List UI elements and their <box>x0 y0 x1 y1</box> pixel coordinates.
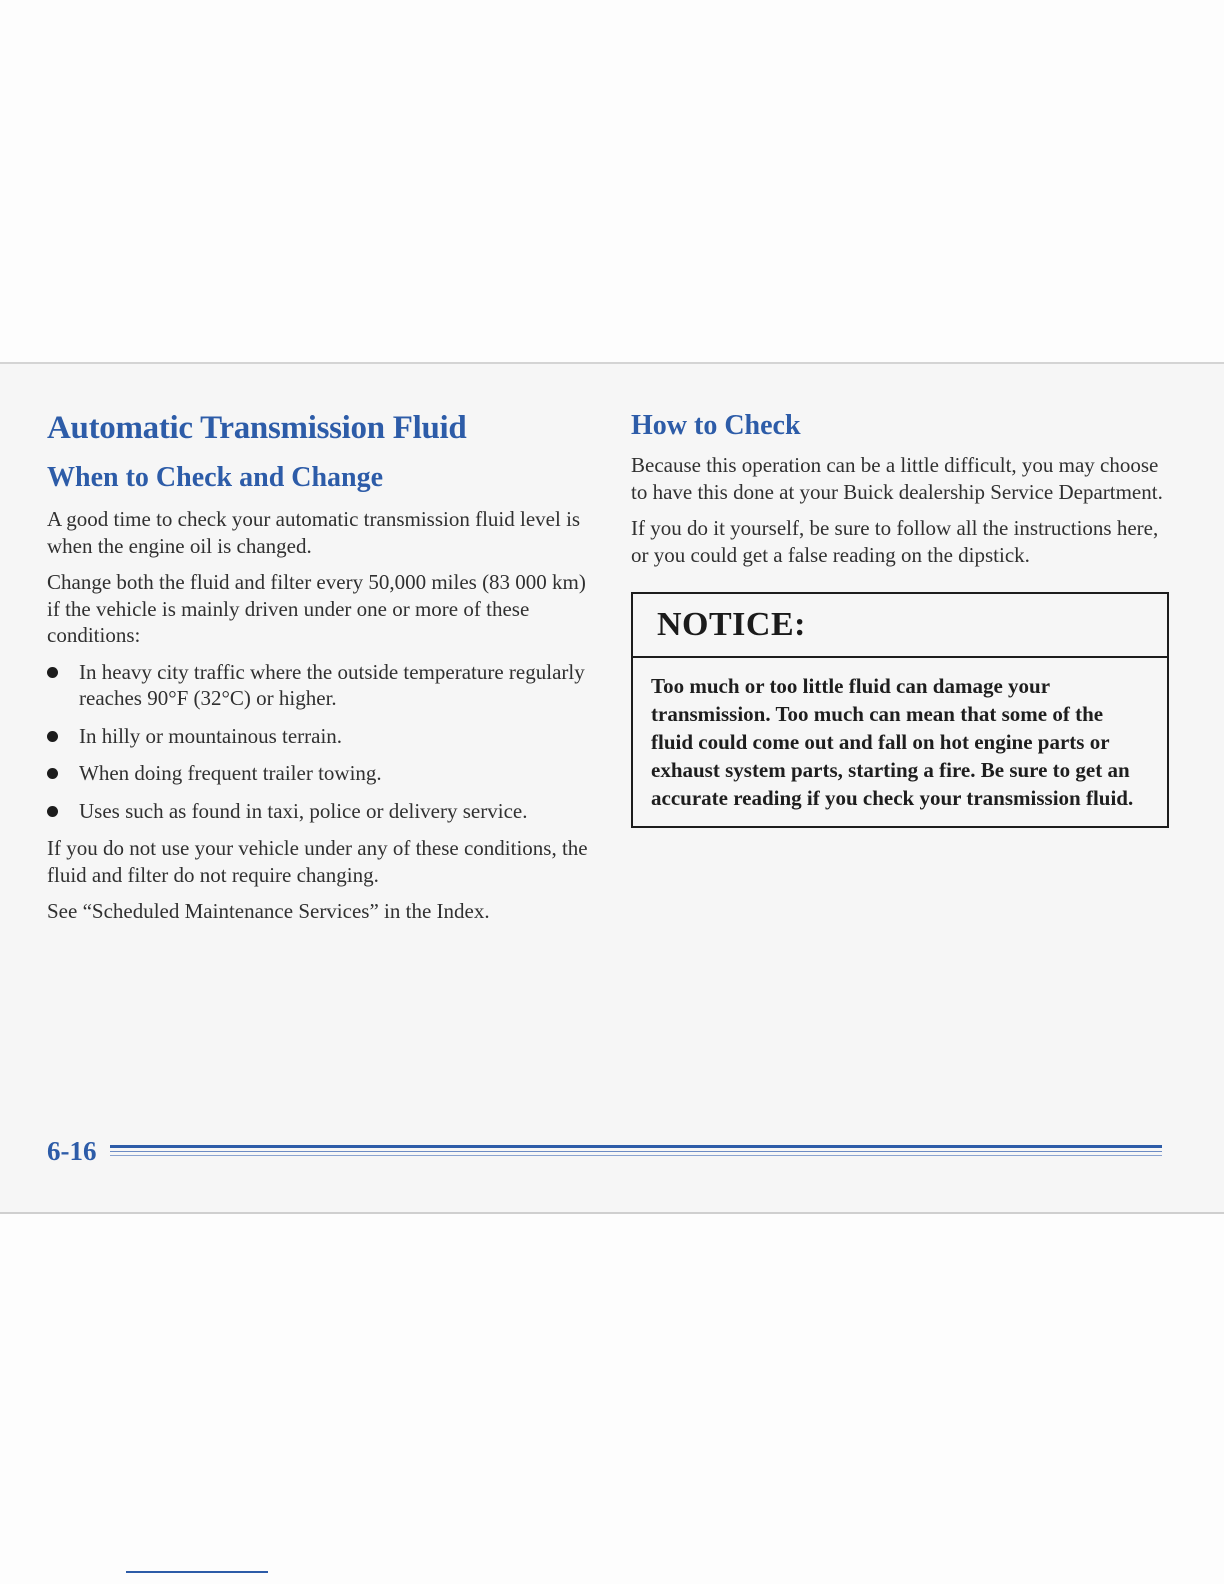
bullet-icon <box>47 667 58 678</box>
section-title: Automatic Transmission Fluid <box>47 410 467 446</box>
footer-rule <box>110 1145 1162 1159</box>
list-item-text: When doing frequent trailer towing. <box>79 761 382 785</box>
paragraph-change-interval: Change both the fluid and filter every 50,000 miles (83 000 km) if the vehicle is mainly driven under one or more of these conditions: <box>47 570 586 647</box>
subsection-title-when-to-check: When to Check and Change <box>47 462 384 493</box>
paragraph-see-index: See “Scheduled Maintenance Services” in the Index. <box>47 899 490 923</box>
notice-header <box>633 594 1167 658</box>
list-item <box>47 659 592 712</box>
bullet-icon <box>47 731 58 742</box>
bullet-icon <box>47 768 58 779</box>
bottom-mark-line <box>126 1571 268 1573</box>
notice-title: NOTICE: <box>657 606 806 643</box>
page-number: 6-16 <box>47 1136 97 1166</box>
paragraph-do-it-yourself: If you do it yourself, be sure to follow all the instructions here, or you could get a false reading on the dipstick. <box>631 516 1159 567</box>
right-column <box>631 408 1176 828</box>
list-item <box>47 760 592 787</box>
paragraph-dealer-service: Because this operation can be a little difficult, you may choose to have this done at your Buick dealership Service Department. <box>631 453 1163 504</box>
list-item-text: In hilly or mountainous terrain. <box>79 723 343 748</box>
footer-rule-thick <box>110 1145 1162 1148</box>
left-column <box>47 408 592 935</box>
list-item <box>47 723 592 750</box>
footer-rule-thin <box>110 1151 1162 1152</box>
list-item-text: Uses such as found in taxi, police or delivery service. <box>79 798 528 823</box>
paragraph-check-timing: A good time to check your automatic transmission fluid level is when the engine oil is changed. <box>47 507 581 558</box>
bullet-icon <box>47 806 58 817</box>
paragraph-no-change-needed: If you do not use your vehicle under any of these conditions, the fluid and filter do not require changing. <box>47 836 588 887</box>
list-item <box>47 798 592 825</box>
notice-box <box>631 592 1169 828</box>
subsection-title-how-to-check: How to Check <box>631 410 801 441</box>
conditions-list <box>47 659 592 825</box>
list-item-text: In heavy city traffic where the outside temperature regularly reaches 90°F (32°C) or higher. <box>79 659 585 710</box>
footer-rule-thin <box>110 1155 1162 1156</box>
notice-body: Too much or too little fluid can damage your transmission. Too much can mean that some of the fluid could come out and fall on hot engine parts or exhaust system parts, starting a fire. Be sure to get an accurate reading if you check your transmission fluid. <box>651 674 1134 810</box>
